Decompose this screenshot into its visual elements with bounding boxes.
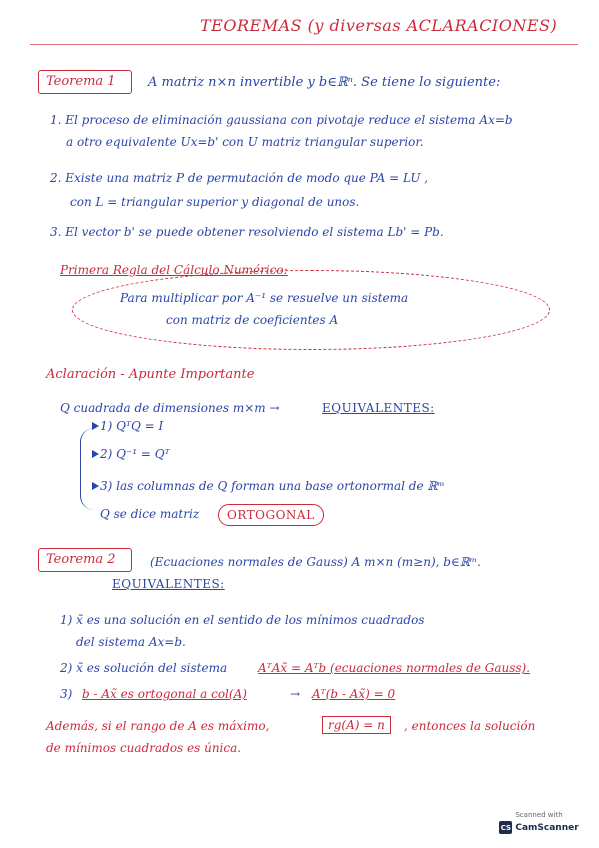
scanner-stamp	[497, 811, 581, 834]
note-arrow-1	[92, 422, 99, 430]
closing-line-1c: , entonces la solución	[404, 719, 536, 733]
page-title: TEOREMAS (y diversas ACLARACIONES)	[200, 16, 558, 35]
theorem-1-item-2a: 2. Existe una matriz P de permutación de modo que PA = LU ,	[50, 171, 429, 185]
note-intro: Q cuadrada de dimensiones m×m →	[60, 401, 280, 415]
theorem-2-item-2a: 2) x̃ es solución del sistema	[60, 661, 228, 675]
closing-line-2: de mínimos cuadrados es única.	[46, 741, 242, 755]
closing-boxed-rank: rg(A) = n	[322, 716, 391, 734]
theorem-1-item-1b: a otro equivalente Ux=b' con U matriz triangular superior.	[66, 135, 424, 149]
rule-line-2: con matriz de coeficientes A	[166, 313, 339, 327]
theorem-1-item-1a: 1. El proceso de eliminación gaussiana con pivotaje reduce el sistema Ax=b	[50, 113, 513, 127]
note-bracket	[80, 428, 99, 510]
note-equivalentes: EQUIVALENTES:	[322, 401, 435, 415]
rule-line-1: Para multiplicar por A⁻¹ se resuelve un sistema	[120, 291, 409, 305]
note-item-3: 3) las columnas de Q forman una base ortonormal de ℝᵐ	[100, 479, 445, 493]
camscanner-name: CamScanner	[515, 822, 579, 833]
theorem-2-item-3-number: 3)	[60, 687, 73, 701]
note-item-1: 1) QᵀQ = I	[100, 419, 164, 433]
theorem-2-equivalentes: EQUIVALENTES:	[112, 577, 225, 591]
theorem-2-item-1a: 1) x̃ es una solución en el sentido de los mínimos cuadrados	[60, 613, 425, 627]
theorem-2-item-3-arrow: →	[290, 687, 301, 701]
theorem-2-item-2b: AᵀAx̃ = Aᵀb (ecuaciones normales de Gauss).	[258, 661, 531, 675]
camscanner-logo-icon: CS	[499, 821, 512, 834]
theorem-2-item-3-text: b - Ax̃ es ortogonal a col(A)	[82, 687, 247, 701]
theorem-2-item-1b: del sistema Ax=b.	[76, 635, 186, 649]
scanner-stamp-caption: Scanned with	[515, 811, 563, 819]
theorem-1-item-3: 3. El vector b' se puede obtener resolviendo el sistema Lb' = Pb.	[50, 225, 444, 239]
theorem-2-item-3-formula: Aᵀ(b - Ax̃) = 0	[312, 687, 396, 701]
theorem-1-label: Teorema 1	[46, 74, 116, 89]
note-conclusion: Q se dice matriz	[100, 507, 200, 521]
theorem-1-item-2b: con L = triangular superior y diagonal de unos.	[70, 195, 360, 209]
theorem-2-label: Teorema 2	[46, 552, 116, 567]
rule-oval	[72, 270, 550, 350]
note-item-2: 2) Q⁻¹ = Qᵀ	[100, 447, 170, 461]
rule-heading: Primera Regla del Cálculo Numérico:	[60, 263, 288, 277]
note-arrow-2	[92, 450, 99, 458]
title-underline	[30, 44, 578, 45]
closing-line-1a: Además, si el rango de A es máximo,	[46, 719, 270, 733]
note-ortogonal-boxed: ORTOGONAL	[218, 504, 324, 526]
theorem-1-intro: A matriz n×n invertible y b∈ℝⁿ. Se tiene lo siguiente:	[148, 75, 501, 90]
note-arrow-3	[92, 482, 99, 490]
theorem-2-intro: (Ecuaciones normales de Gauss) A m×n (m≥n), b∈ℝᵐ.	[150, 555, 481, 569]
note-heading: Aclaración - Apunte Importante	[46, 367, 255, 382]
